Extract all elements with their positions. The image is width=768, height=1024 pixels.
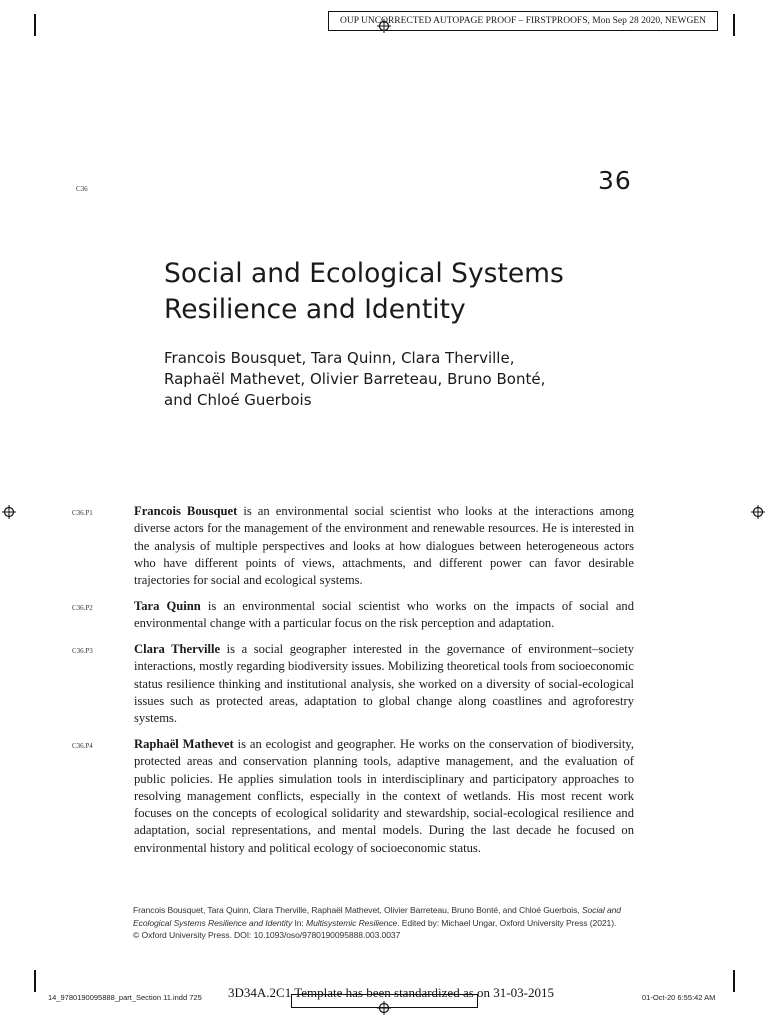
authors-line: Raphaël Mathevet, Olivier Barreteau, Bruno Bonté, [164, 370, 546, 388]
chapter-authors [164, 348, 624, 411]
registration-mark-icon [751, 505, 765, 519]
slug-file-info: 14_9780190095888_part_Section 11.indd 725 [48, 993, 202, 1002]
slug-template-note: 3D34A.2C1 Template has been standardized as on 31-03-2015 [228, 985, 554, 1000]
footnote-copyright: © Oxford University Press. DOI: 10.1093/oso/9780190095888.003.0037 [133, 930, 401, 940]
footnote-authors: Francois Bousquet, Tara Quinn, Clara Therville, Raphaël Mathevet, Olivier Barreteau, Bruno Bonté, and Chloé Guerbois, [133, 905, 582, 915]
authors-line: Francois Bousquet, Tara Quinn, Clara Therville, [164, 349, 515, 367]
paragraph-tag: C36.P1 [72, 509, 93, 517]
bio-paragraph [134, 598, 634, 633]
registration-mark-icon [2, 505, 16, 519]
proof-header: OUP UNCORRECTED AUTOPAGE PROOF – FIRSTPROOFS, Mon Sep 28 2020, NEWGEN [328, 11, 718, 31]
registration-mark-icon [377, 19, 391, 33]
paragraph-tag: C36.P4 [72, 742, 93, 750]
bio-text: is an environmental social scientist who looks at the interactions among diverse actors for the management of the environment and renewable resources. He is interested in the analysis of multiple perspectives and looks at how dialogues between heterogeneous actors who have different points of views, attachments, and different power can favor desirable trajectories for social and ecological systems. [134, 504, 634, 588]
citation-footnote [133, 904, 633, 942]
bio-text: is an environmental social scientist who works on the impacts of social and environmental change with a particular focus on the risk perception and adaptation. [134, 599, 635, 631]
chapter-title-line: Resilience and Identity [164, 294, 466, 325]
paragraph-tag: C36.P2 [72, 604, 93, 612]
crop-mark-top-left [34, 14, 36, 36]
chapter-title [164, 256, 684, 328]
bio-paragraph [134, 641, 634, 727]
bio-name: Francois Bousquet [134, 504, 238, 518]
footnote-in: In: [292, 917, 307, 928]
authors-line: and Chloé Guerbois [164, 391, 312, 409]
footnote-chapter-title: Social and Ecological Systems Resilience and Identity [133, 905, 621, 928]
crop-mark-top-right [733, 14, 735, 36]
bio-paragraph [134, 503, 634, 589]
slug-timestamp: 01-Oct-20 6:55:42 AM [642, 993, 716, 1002]
bio-name: Tara Quinn [134, 599, 201, 613]
footnote-edited: . Edited by: Michael Ungar, Oxford University Press (2021). [397, 917, 617, 928]
crop-mark-bottom-left [34, 970, 36, 992]
bio-paragraph [134, 736, 634, 857]
bio-text: is a social geographer interested in the governance of environment–society interactions, mostly regarding biodiversity issues. Mobilizing theoretical tools from socioeconomic status resilience thinking and institutional analysis, she worked on a diversity of social-ecological issues such as protected areas, adaptation to global change along coastlines and agroforestry systems. [134, 642, 635, 726]
chapter-title-line: Social and Ecological Systems [164, 258, 564, 289]
bio-name: Clara Therville [134, 642, 221, 656]
bio-name: Raphaël Mathevet [134, 737, 234, 751]
crop-mark-bottom-right [733, 970, 735, 992]
chapter-number: 36 [598, 166, 632, 195]
paragraph-tag: C36.P3 [72, 647, 93, 655]
chapter-tag: C36 [76, 185, 88, 193]
bio-text: is an ecologist and geographer. He works on the conservation of biodiversity, protected areas and conservation planning tools, adaptive management, and the evaluation of public policies. He applies simulation tools in interdisciplinary and participatory approaches to resolving management conflicts, especially in the context of wetlands. His most recent work focuses on the concepts of ecological solidarity and stewardship, social-ecological resilience and adaptation, social representations, and mental models. During the last decade he focused on environmental history and political ecology of socioeconomic status. [134, 737, 634, 855]
footnote-book-title: Multisystemic Resilience [306, 917, 398, 928]
